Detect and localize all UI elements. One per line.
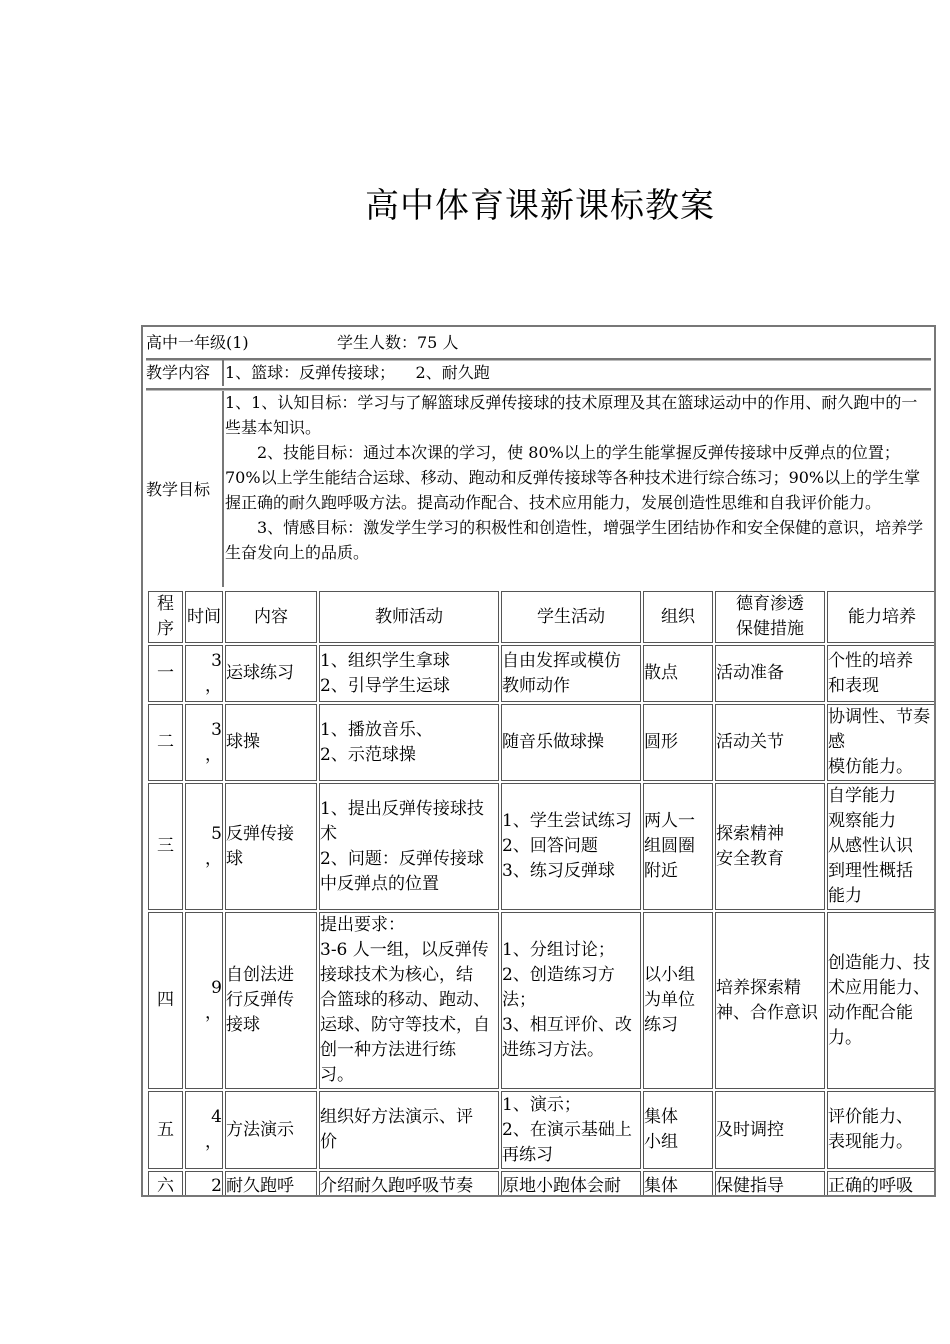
org-cell: 圆形	[643, 704, 713, 781]
procedure-table	[146, 589, 936, 1197]
content-cell: 反弹传接 球	[225, 783, 317, 910]
header-time: 时间	[185, 591, 223, 643]
header-teacher: 教师活动	[319, 591, 499, 643]
teacher-cell: 1、提出反弹传接球技 术 2、问题：反弹传接球 中反弹点的位置	[319, 783, 499, 910]
time-mark: ，	[205, 744, 222, 765]
class-info: 高中一年级(1)	[146, 333, 249, 352]
ability-cell: 评价能力、 表现能力。	[827, 1091, 936, 1169]
time-cell	[185, 783, 223, 910]
content-cell: 运球练习	[225, 645, 317, 702]
org-cell: 散点	[643, 645, 713, 702]
table-row	[148, 1091, 936, 1169]
student-cell: 1、学生尝试练习 2、回答问题 3、练习反弹球	[501, 783, 641, 910]
table-row	[148, 645, 936, 702]
teacher-cell: 1、组织学生拿球 2、引导学生运球	[319, 645, 499, 702]
objective-skill: 2、技能目标：通过本次课的学习，使 80%以上的学生能掌握反弹传接球中反弹点的位置；70%以上学生能结合运球、移动、跑动和反弹传接球等各种技术进行综合练习；90%以上的学生掌握正确的耐久跑呼吸方法。提高动作配合、技术应用能力，发展创造性思维和自我评价能力。	[225, 443, 921, 512]
content-cell: 自创法进 行反弹传 接球	[225, 912, 317, 1089]
step-cell: 四	[148, 912, 183, 1089]
teacher-cell: 提出要求： 3-6 人一组，以反弹传 接球技术为核心，结 合篮球的移动、跑动、 运球、防守等技术，自 创一种方法进行练 习。	[319, 912, 499, 1089]
student-cell: 1、演示； 2、在演示基础上 再练习	[501, 1091, 641, 1169]
ability-cell: 自学能力 观察能力 从感性认识 到理性概括 能力	[827, 783, 936, 910]
ability-cell: 个性的培养 和表现	[827, 645, 936, 702]
time-mark: ，	[205, 848, 222, 869]
step-cell: 五	[148, 1091, 183, 1169]
time-mark: ，	[205, 1132, 222, 1152]
table-row	[148, 783, 936, 910]
moral-cell: 培养探索精 神、合作意识	[715, 912, 825, 1089]
table-header-row	[148, 591, 936, 643]
step-cell: 二	[148, 704, 183, 781]
ability-cell: 正确的呼吸	[827, 1171, 936, 1197]
header-step: 程序	[148, 591, 183, 643]
objectives-text	[225, 390, 932, 587]
teacher-cell: 组织好方法演示、评 价	[319, 1091, 499, 1169]
moral-cell: 及时调控	[715, 1091, 825, 1169]
time-value: 3	[211, 719, 222, 740]
student-cell: 原地小跑体会耐	[501, 1171, 641, 1197]
content-cell: 耐久跑呼	[225, 1171, 317, 1197]
content-value: 1、篮球：反弹传接球； 2、耐久跑	[225, 363, 490, 382]
student-count: 学生人数：75 人	[337, 333, 459, 352]
time-cell	[185, 645, 223, 702]
time-cell	[185, 1171, 223, 1197]
step-cell: 三	[148, 783, 183, 910]
content-cell: 方法演示	[225, 1091, 317, 1169]
org-cell: 集体	[643, 1171, 713, 1197]
header-org: 组织	[643, 591, 713, 643]
student-cell: 1、分组讨论； 2、创造练习方 法； 3、相互评价、改 进练习方法。	[501, 912, 641, 1089]
org-cell: 集体 小组	[643, 1091, 713, 1169]
time-cell	[185, 704, 223, 781]
time-mark: ，	[205, 1002, 222, 1023]
objectives-label: 教学目标	[146, 391, 224, 587]
objective-cognitive: 1、1、认知目标：学习与了解篮球反弹传接球的技术原理及其在篮球运动中的作用、耐久跑中的一些基本知识。	[225, 393, 918, 437]
time-value: 2	[211, 1175, 222, 1196]
header-ability: 能力培养	[827, 591, 936, 643]
objective-affective: 3、情感目标：激发学生学习的积极性和创造性，增强学生团结协作和安全保健的意识，培养学生奋发向上的品质。	[225, 518, 924, 562]
time-value: 3	[211, 650, 222, 671]
table-row	[148, 1171, 936, 1197]
time-cell	[185, 1091, 223, 1169]
moral-cell: 保健指导	[715, 1171, 825, 1197]
student-cell: 自由发挥或模仿 教师动作	[501, 645, 641, 702]
table-row	[148, 704, 936, 781]
moral-cell: 探索精神 安全教育	[715, 783, 825, 910]
time-cell	[185, 912, 223, 1089]
org-cell: 两人一 组圆圈 附近	[643, 783, 713, 910]
ability-cell: 协调性、节奏 感 模仿能力。	[827, 704, 936, 781]
header-moral: 德育渗透 保健措施	[715, 591, 825, 643]
lesson-plan-table	[141, 325, 936, 1197]
step-cell: 六	[148, 1171, 183, 1197]
ability-cell: 创造能力、技 术应用能力、 动作配合能 力。	[827, 912, 936, 1089]
moral-cell: 活动准备	[715, 645, 825, 702]
time-mark: ，	[205, 675, 222, 696]
content-label: 教学内容	[146, 360, 224, 386]
student-cell: 随音乐做球操	[501, 704, 641, 781]
header-student: 学生活动	[501, 591, 641, 643]
content-cell: 球操	[225, 704, 317, 781]
time-value: 4	[211, 1107, 222, 1127]
step-cell: 一	[148, 645, 183, 702]
time-value: 9	[211, 977, 222, 998]
teacher-cell: 介绍耐久跑呼吸节奏	[319, 1171, 499, 1197]
time-value: 5	[211, 823, 222, 844]
document-title: 高中体育课新课标教案	[365, 186, 715, 226]
org-cell: 以小组 为单位 练习	[643, 912, 713, 1089]
teacher-cell: 1、播放音乐、 2、示范球操	[319, 704, 499, 781]
table-row	[148, 912, 936, 1089]
header-content: 内容	[225, 591, 317, 643]
moral-cell: 活动关节	[715, 704, 825, 781]
